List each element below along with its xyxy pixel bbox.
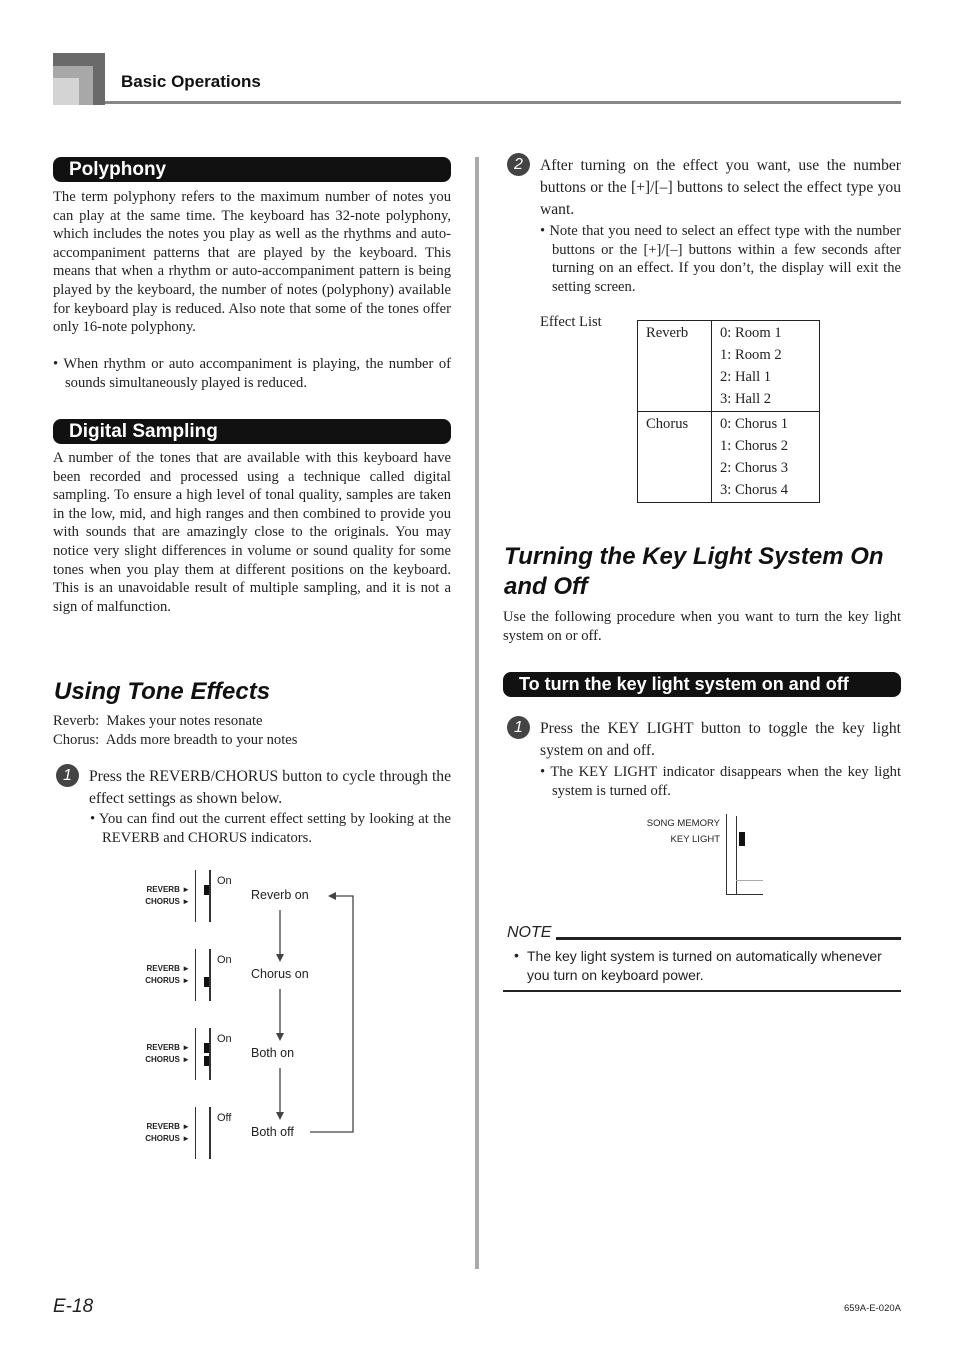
effect-type: 1: Chorus 2	[720, 438, 789, 454]
note-text: The key light system is turned on automatically whenever you turn on keyboard power.	[527, 948, 882, 983]
chorus-indicator-label: CHORUS ►	[145, 897, 190, 906]
digital-sampling-body: A number of the tones that are available with this keyboard have been recorded and processed using a technique called digital sampling. To ensure a high level of tonal quality, samples are taken in the low, mid, and high ranges and then combined to provide you with sounds that are amazingly close to the originals. You may notice very slight differences in volume or sound quality for some tones when you play them at different positions on the keyboard. This is an unavoidable result of multiple sampling, and it is not a sign of malfunction.	[53, 450, 451, 615]
display-inner-edge	[736, 880, 763, 881]
effect-name: Reverb	[638, 321, 712, 412]
step-1-bullet: • You can find out the current effect setting by looking at the REVERB and CHORUS indicators.	[90, 811, 451, 846]
table-row	[638, 412, 820, 503]
chorus-indicator-label: CHORUS ►	[145, 1134, 190, 1143]
page-number: E-18	[53, 1296, 94, 1317]
key-light-title-line1: Turning the Key Light System On	[504, 543, 884, 570]
note-top-rule	[556, 937, 901, 940]
song-memory-label: SONG MEMORY	[646, 818, 720, 829]
step-1-text: Press the REVERB/CHORUS button to cycle through the effect settings as shown below.	[89, 768, 451, 807]
key-light-subheading: To turn the key light system on and off	[503, 672, 901, 697]
note-bottom-rule	[503, 990, 901, 992]
key-light-step-1-bullet: • The KEY LIGHT indicator disappears when the key light system is turned off.	[540, 764, 901, 799]
effect-cycle-diagram	[140, 868, 370, 1163]
chorus-indicator-label: CHORUS ►	[145, 976, 190, 985]
indicator-state: On	[217, 1033, 232, 1045]
effect-type: 2: Chorus 3	[720, 460, 789, 476]
step-2-number: 2	[507, 153, 530, 176]
note-label: NOTE	[507, 924, 552, 941]
note-bullet-mark: •	[514, 947, 519, 963]
key-light-title-line2: and Off	[504, 573, 588, 600]
polyphony-heading: Polyphony	[53, 157, 451, 182]
effect-type: 2: Hall 1	[720, 369, 772, 385]
step-2-text: After turning on the effect you want, use the number buttons or the [+]/[–] buttons to select the effect type you want.	[540, 157, 901, 218]
effect-type: 0: Chorus 1	[720, 416, 789, 432]
key-light-indicator	[739, 832, 745, 846]
effect-type: 3: Hall 2	[720, 391, 772, 407]
effect-type: 3: Chorus 4	[720, 482, 789, 498]
step-1-number: 1	[56, 764, 79, 787]
chorus-description: Chorus: Adds more breadth to your notes	[53, 732, 298, 748]
chorus-indicator-label: CHORUS ►	[145, 1055, 190, 1064]
key-light-title	[504, 542, 901, 602]
reverb-indicator-label: REVERB ►	[146, 885, 190, 894]
effect-list-label: Effect List	[540, 314, 602, 330]
display-bottom-edge	[726, 894, 763, 895]
display-edge	[726, 814, 727, 894]
effect-type: 0: Room 1	[720, 325, 782, 341]
indicator-state: Off	[217, 1112, 232, 1124]
polyphony-body: The term polyphony refers to the maximum number of notes you can play at the same time. The keyboard has 32-note polyphony, which includes the notes you play as well as the rhythms and auto-accompaniment patterns that are played by the keyboard. This means that when a rhythm or auto-accompaniment pattern is being played by the keyboard, the number of notes (polyphony) available for keyboard play is reduced. Also note that some of the tones offer only 16-note polyphony.	[53, 189, 451, 336]
digital-sampling-heading: Digital Sampling	[53, 419, 451, 444]
key-light-intro: Use the following procedure when you want to turn the key light system on or off.	[503, 609, 901, 644]
key-light-label: KEY LIGHT	[670, 834, 720, 845]
header-rule	[105, 101, 901, 104]
column-divider	[475, 157, 479, 1269]
effect-type: 1: Room 2	[720, 347, 782, 363]
header-corner-mark-light	[53, 78, 79, 105]
indicator-state: On	[217, 875, 232, 887]
indicator-state: On	[217, 954, 232, 966]
key-light-step-1-text: Press the KEY LIGHT button to toggle the key light system on and off.	[540, 720, 901, 759]
state-label: Both on	[251, 1046, 295, 1060]
state-label: Chorus on	[251, 967, 309, 981]
polyphony-bullet: • When rhythm or auto accompaniment is playing, the number of sounds simultaneously played is reduced.	[53, 356, 451, 391]
document-code: 659A-E-020A	[843, 1303, 901, 1314]
state-label: Both off	[251, 1125, 294, 1139]
step-2-bullet: • Note that you need to select an effect type with the number buttons or the [+]/[–] buttons within a few seconds after turning on an effect. If you don’t, the display will exit the setting screen.	[540, 223, 901, 295]
key-light-step-1-number: 1	[507, 716, 530, 739]
table-row	[638, 321, 820, 412]
key-light-diagram	[630, 812, 770, 897]
cycle-arrows	[140, 868, 370, 1163]
reverb-indicator-label: REVERB ►	[146, 1122, 190, 1131]
reverb-indicator-label: REVERB ►	[146, 1043, 190, 1052]
effect-name: Chorus	[638, 412, 712, 503]
tone-effects-title: Using Tone Effects	[54, 678, 271, 705]
effect-types	[712, 321, 820, 412]
reverb-indicator-label: REVERB ►	[146, 964, 190, 973]
state-label: Reverb on	[251, 888, 309, 902]
effect-list-table	[637, 320, 820, 503]
effect-types	[712, 412, 820, 503]
display-edge-thick	[736, 816, 737, 894]
section-title: Basic Operations	[121, 72, 261, 91]
reverb-description: Reverb: Makes your notes resonate	[53, 713, 263, 729]
